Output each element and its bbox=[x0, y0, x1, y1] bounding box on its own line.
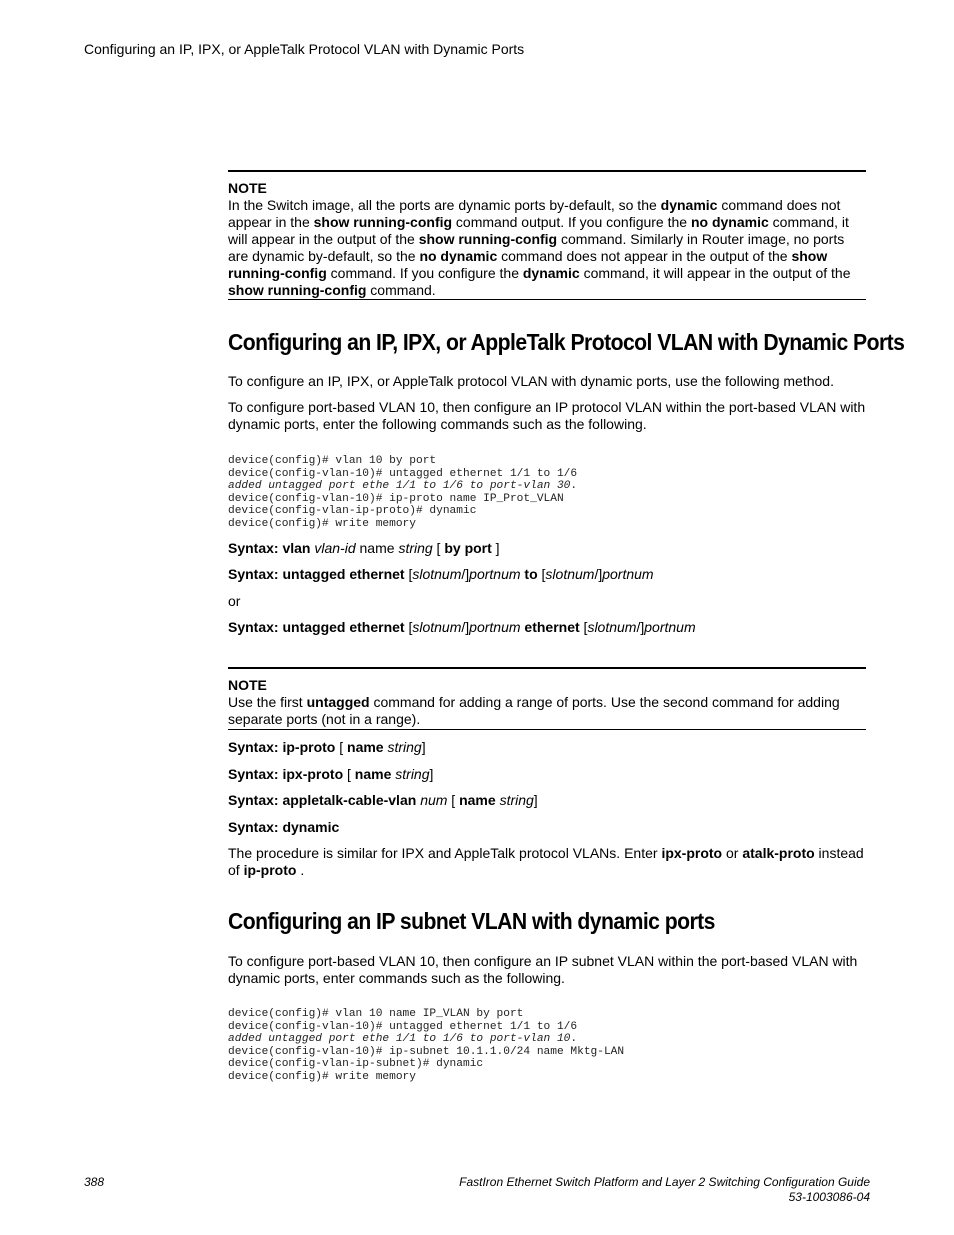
bold-term: show running-config bbox=[228, 248, 828, 281]
footer-guide-title: FastIron Ethernet Switch Platform and Layer 2 Switching Configuration Guide bbox=[459, 1175, 870, 1189]
bold-term: Syntax: ipx-proto bbox=[228, 766, 348, 782]
code-line bbox=[228, 505, 866, 518]
bold-term: Syntax: untagged ethernet bbox=[228, 619, 409, 635]
code-block bbox=[228, 1008, 866, 1083]
code-command: device(config-vlan-ip-proto)# dynamic bbox=[228, 505, 477, 517]
page-number: 388 bbox=[84, 1175, 105, 1189]
bold-term: show running-config bbox=[228, 282, 367, 298]
code-line bbox=[228, 1058, 866, 1071]
bold-term: ipx-proto bbox=[661, 845, 723, 861]
code-command: device(config-vlan-ip-subnet)# dynamic bbox=[228, 1058, 484, 1070]
note-bottom-rule bbox=[228, 299, 866, 300]
note-text: In the Switch image, all the ports are dynamic ports by-default, so the dynamic command does not appear in the show running-config command output. If you configure the no dynamic command, it will appear in the output of the show running-config command. Similarly in Router image, no ports are dynamic by-default, so the no dynamic command does not appear in the output of the show running-config command. If you configure the dynamic command, it will appear in the output of the show running-config command. bbox=[228, 197, 851, 298]
italic-term: string bbox=[499, 792, 534, 808]
italic-term: slotnum bbox=[545, 566, 595, 582]
code-output: added untagged port ethe 1/1 to 1/6 to port-vlan 10 bbox=[228, 1033, 571, 1045]
bold-term: no dynamic bbox=[419, 248, 498, 264]
bold-term: by port bbox=[444, 540, 492, 556]
code-line bbox=[228, 1021, 866, 1034]
code-command: device(config-vlan-10)# untagged ethernet 1/1 to 1/6 bbox=[228, 467, 578, 480]
italic-term: string bbox=[387, 739, 422, 755]
note-bottom-rule bbox=[228, 729, 866, 730]
syntax-line bbox=[228, 819, 866, 836]
code-line bbox=[228, 1008, 866, 1021]
footer-doc-number: 53-1003086-04 bbox=[788, 1190, 870, 1204]
bold-term: untagged bbox=[306, 694, 370, 710]
italic-term: portnum bbox=[469, 566, 521, 582]
running-header: Configuring an IP, IPX, or AppleTalk Protocol VLAN with Dynamic Ports bbox=[84, 41, 525, 57]
code-line bbox=[228, 1046, 866, 1059]
code-line bbox=[228, 468, 866, 481]
bold-term: dynamic bbox=[522, 265, 580, 281]
code-line bbox=[228, 1033, 866, 1046]
bold-term: Syntax: appletalk-cable-vlan bbox=[228, 792, 421, 808]
code-punctuation: . bbox=[570, 480, 578, 492]
italic-term: slotnum bbox=[412, 566, 462, 582]
note-label: NOTE bbox=[228, 677, 267, 693]
paragraph: To configure port-based VLAN 10, then configure an IP subnet VLAN within the port-based VLAN with dynamic ports, enter commands such as the following. bbox=[228, 953, 858, 986]
syntax-line: Syntax: appletalk-cable-vlan num [ name string] bbox=[228, 792, 538, 808]
syntax-line: Syntax: untagged ethernet [slotnum/]portnum to [slotnum/]portnum bbox=[228, 566, 654, 582]
bold-term: atalk-proto bbox=[742, 845, 815, 861]
bold-term: Syntax: untagged ethernet bbox=[228, 566, 409, 582]
syntax-line: Syntax: ip-proto [ name string] bbox=[228, 739, 426, 755]
bold-term: name bbox=[347, 739, 384, 755]
code-punctuation: . bbox=[570, 1033, 578, 1045]
note-top-rule bbox=[228, 170, 866, 172]
code-line bbox=[228, 518, 866, 531]
bold-term: Syntax: vlan bbox=[228, 540, 315, 556]
code-command: device(config)# vlan 10 name IP_VLAN by port bbox=[228, 1008, 524, 1020]
code-command: device(config-vlan-10)# ip-proto name IP_Prot_VLAN bbox=[228, 492, 564, 505]
code-line bbox=[228, 455, 866, 468]
bold-term: ethernet bbox=[520, 619, 584, 635]
syntax-line: Syntax: vlan vlan-id name string [ by port ] bbox=[228, 540, 500, 556]
code-command: device(config-vlan-10)# ip-subnet 10.1.1.0/24 name Mktg-LAN bbox=[228, 1045, 625, 1058]
code-line bbox=[228, 1071, 866, 1084]
bold-term: show running-config bbox=[418, 231, 558, 247]
paragraph: The procedure is similar for IPX and AppleTalk protocol VLANs. Enter ipx-proto or atalk-proto instead of ip-proto . bbox=[228, 845, 864, 878]
code-command: device(config)# vlan 10 by port bbox=[228, 455, 437, 467]
note-text: Use the first untagged command for adding a range of ports. Use the second command for adding separate ports (not in a range). bbox=[228, 694, 840, 727]
italic-term: num bbox=[420, 792, 448, 808]
bold-term: ip-proto bbox=[243, 862, 297, 878]
bold-term: Syntax: ip-proto bbox=[228, 739, 340, 755]
italic-term: slotnum bbox=[587, 619, 637, 635]
italic-term: string bbox=[398, 540, 433, 556]
code-line bbox=[228, 480, 866, 493]
italic-term: slotnum bbox=[412, 619, 462, 635]
italic-term: string bbox=[395, 766, 430, 782]
bold-term: name bbox=[459, 792, 496, 808]
bold-term: dynamic bbox=[660, 197, 718, 213]
bold-term: Syntax: dynamic bbox=[228, 819, 340, 835]
paragraph: To configure an IP, IPX, or AppleTalk protocol VLAN with dynamic ports, use the following method. bbox=[228, 373, 834, 389]
italic-term: vlan-id bbox=[314, 540, 356, 556]
paragraph: To configure port-based VLAN 10, then configure an IP protocol VLAN within the port-based VLAN with dynamic ports, enter the following commands such as the following. bbox=[228, 399, 866, 432]
italic-term: portnum bbox=[602, 566, 654, 582]
code-command: device(config)# write memory bbox=[228, 1070, 416, 1083]
section-heading: Configuring an IP, IPX, or AppleTalk Protocol VLAN with Dynamic Ports bbox=[228, 329, 905, 355]
code-output: added untagged port ethe 1/1 to 1/6 to port-vlan 30 bbox=[228, 480, 571, 492]
italic-term: portnum bbox=[469, 619, 521, 635]
note-label: NOTE bbox=[228, 180, 267, 196]
bold-term: show running-config bbox=[313, 214, 453, 230]
bold-term: no dynamic bbox=[690, 214, 769, 230]
syntax-separator: or bbox=[228, 593, 241, 609]
code-command: device(config-vlan-10)# untagged ethernet 1/1 to 1/6 bbox=[228, 1020, 578, 1033]
code-command: device(config)# write memory bbox=[228, 517, 416, 530]
code-line bbox=[228, 493, 866, 506]
note-top-rule bbox=[228, 667, 866, 669]
bold-term: to bbox=[520, 566, 542, 582]
code-block bbox=[228, 455, 866, 530]
italic-term: portnum bbox=[644, 619, 696, 635]
bold-term: name bbox=[354, 766, 392, 782]
syntax-line: Syntax: untagged ethernet [slotnum/]portnum ethernet [slotnum/]portnum bbox=[228, 619, 696, 635]
section-heading: Configuring an IP subnet VLAN with dynamic ports bbox=[228, 908, 715, 934]
syntax-line: Syntax: ipx-proto [ name string] bbox=[228, 766, 434, 782]
